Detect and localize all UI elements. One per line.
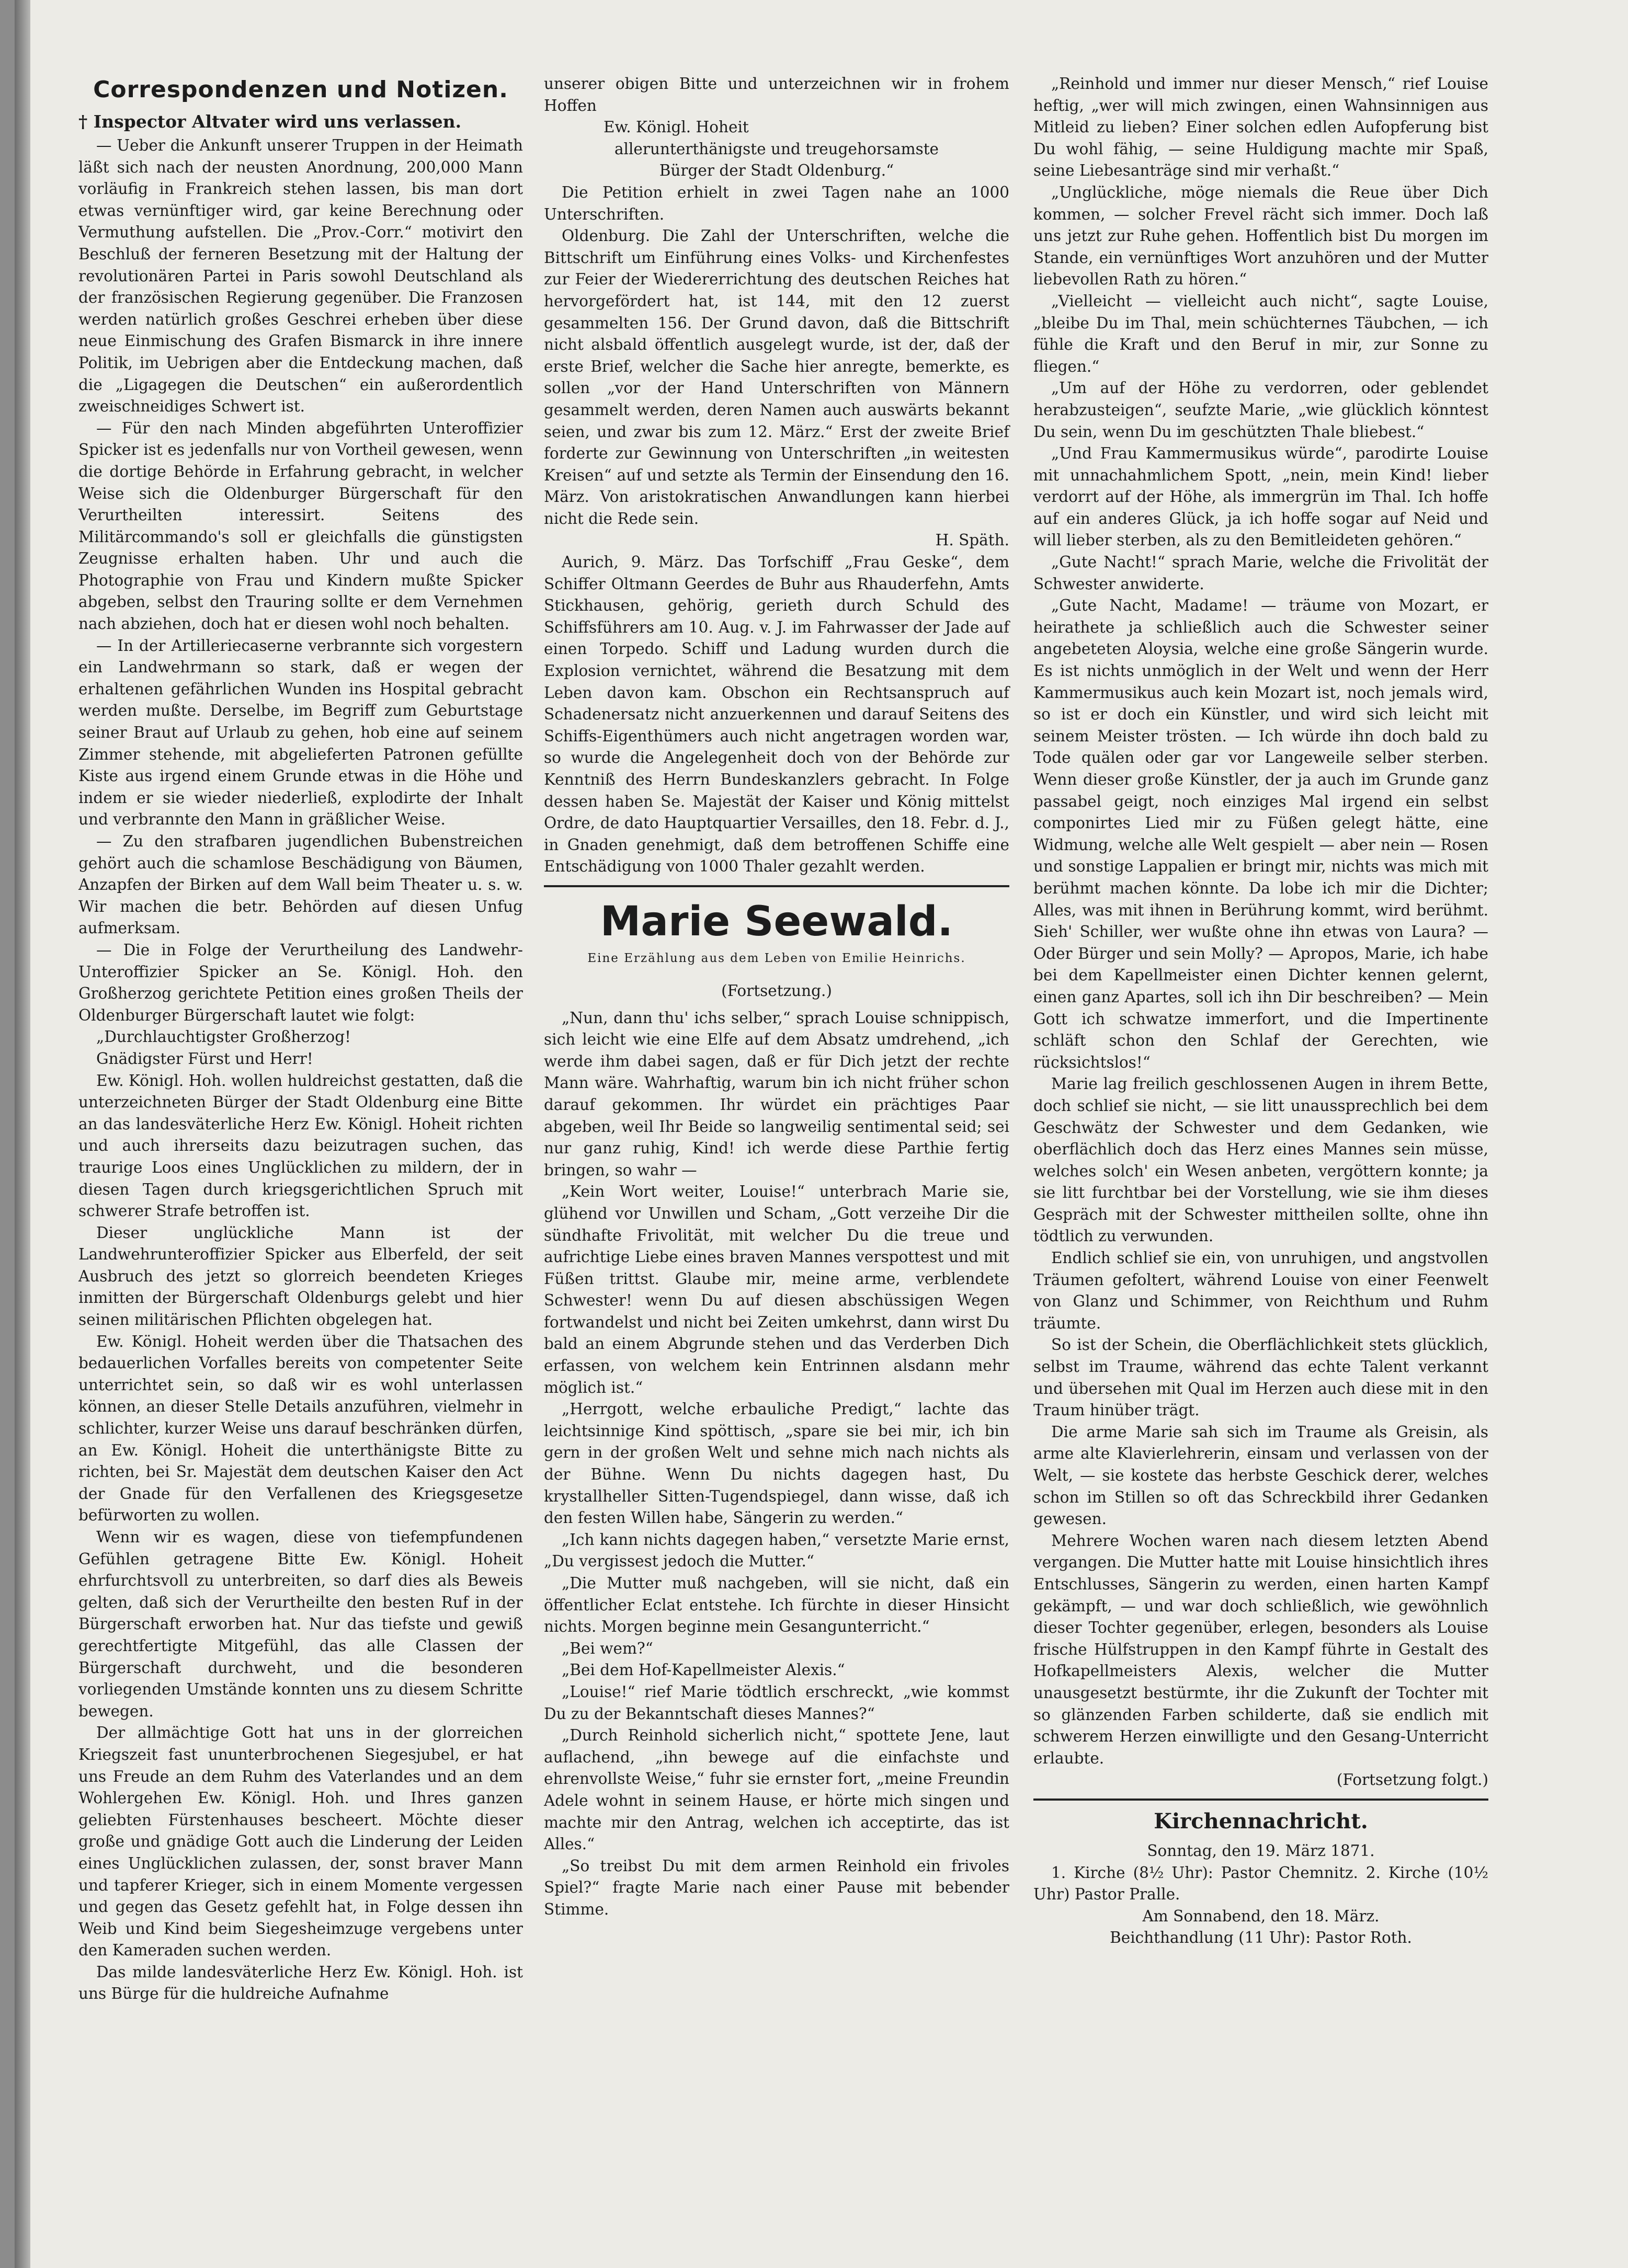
petition-salutation: Gnädigster Fürst und Herr! bbox=[96, 1049, 313, 1068]
news-paragraph: — Ueber die Ankunft unserer Truppen in der Heimath läßt sich nach der neusten Anordnung, 200,000 Mann vorläufig in Frankreich stehen lassen, bis man dort etwas vernünftiger wird, gar keine Berechnung oder Vermuthung aufstellen. Die „Prov.-Corr.“ motivirt den Beschluß der ferneren Besetzung mit der Haltung der revolutionären Partei in Paris sowohl Deutschland als der französischen Regierung gegenüber. Die Franzosen werden natürlich großes Geschrei erheben über diese neue Einmischung des Grafen Bismarck in ihre innere Politik, im Uebrigen aber die Entdeckung machen, daß die „Ligagegen die Deutschen“ ein außerordentlich zweischneidiges Schwert ist. bbox=[78, 136, 523, 416]
story-paragraph: „Reinhold und immer nur dieser Mensch,“ rief Louise heftig, „wer will mich zwingen, einen Wahnsinnigen aus Mitleid zu lieben? Einer solchen edlen Aufopferung bist Du wohl fähig, — seine Huldigung machte mir Spaß, seine Liebesanträge sind mir verhaßt.“ bbox=[1033, 75, 1488, 180]
petition-paragraph: Das milde landesväterliche Herz Ew. Königl. Hoh. ist uns Bürge für die huldreiche Aufnahme bbox=[78, 1963, 523, 2003]
story-paragraph: „Durch Reinhold sicherlich nicht,“ spottete Jene, laut auflachend, „ihn bewege auf die einfachste und ehrenvollste Weise,“ fuhr sie ernster fort, „meine Freundin Adele wohnt in seinem Hause, er hörte mich singen und machte mir den Antrag, welchen ich acceptirte, das ist Alles.“ bbox=[544, 1726, 1009, 1853]
petition-salutation: „Durchlauchtigster Großherzog! bbox=[96, 1028, 351, 1046]
church-date: Sonntag, den 19. März 1871. bbox=[1147, 1841, 1375, 1860]
story-paragraph: „Gute Nacht!“ sprach Marie, welche die Frivolität der Schwester anwiderte. bbox=[1033, 553, 1488, 593]
petition-paragraph: Dieser unglückliche Mann ist der Landwehrunteroffizier Spicker aus Elberfeld, der seit Ausbruch des jetzt so glorreich beendeten Krieges inmitten der Bürgerschaft Oldenburgs gelebt und hier seinen militärischen Pflichten obgelegen hat. bbox=[78, 1223, 523, 1329]
story-paragraph: So ist der Schein, die Oberflächlichkeit stets glücklich, selbst im Traume, während das echte Talent verkannt und übersehen mit Qual im Herzen auch diese mit in den Traum hinüber trägt. bbox=[1033, 1336, 1488, 1419]
story-paragraph: „Gute Nacht, Madame! — träume von Mozart, er heirathete ja schließlich auch die Schwester seiner angebeteten Aloysia, welche eine große Sängerin wurde. Es ist nichts unmöglich in der Welt und wenn der Herr Kammermusikus auch kein Mozart ist, noch jemals wird, so ist er doch ein Künstler, und wird sich leicht mit seinem Meister trösten. — Ich würde ihn doch bald zu Tode quälen oder gar vor Langeweile selber sterben. Wenn dieser große Künstler, der ja auch im Grunde ganz passabel geigt, noch einziges Mal irgend ein selbst componirtes Lied mir zu Füßen gelegt hätte, eine Widmung, welche alle Welt gespielt — aber nein — Rosen und sonstige Lappalien er bringt mir, nichts was mich mit berühmt machen könnte. Da lobe ich mir die Dichter; Alles, was mit ihnen in Berührung kommt, wird berühmt. Sieh' Schiller, wer wußte ohne ihn etwas von Laura? — Oder Bürger und sein Molly? — Apropos, Marie, ich habe bei dem Kapellmeister einen Dichter kennen gelernt, einen ganz Apartes, soll ich ihn Dir beschreiben? — Mein Gott ich schwatze immerfort, und die Impertinente schläft schon den Schlaf der Gerechten, wie rücksichtslos!“ bbox=[1033, 597, 1488, 1071]
church-line: Beichthandlung (11 Uhr): Pastor Roth. bbox=[1110, 1929, 1412, 1947]
news-paragraph: — In der Artilleriecaserne verbrannte sich vorgestern ein Landwehrmann so stark, daß er wegen der erhaltenen gefährlichen Wunden ins Hospital gebracht werden mußte. Derselbe, im Begriff zum Geburtstage seiner Braut auf Urlaub zu gehen, hob eine auf seinem Zimmer stehende, mit abgelieferten Patronen gefüllte Kiste aus irgend einem Grunde etwas in die Höhe und indem er sie wieder niederließ, explodirte der Inhalt und verbrannte den Mann in gräßlicher Weise. bbox=[78, 636, 523, 829]
story-title: Marie Seewald. bbox=[600, 898, 953, 945]
story-paragraph: „Die Mutter muß nachgeben, will sie nicht, daß ein öffentlicher Eclat entstehe. Ich fürchte in dieser Hinsicht nichts. Morgen beginne mein Gesangunterricht.“ bbox=[544, 1574, 1009, 1636]
story-paragraph: „Und Frau Kammermusikus würde“, parodirte Louise mit unnachahmlichem Spott, „nein, mein Kind! lieber verdorrt auf der Höhe, als immergrün im Thal. Ich hoffe auf ein anderes Glück, ja ich hoffe sogar auf Neid und will lieber sterben, als zu den Bemitleideten gehören.“ bbox=[1033, 444, 1488, 549]
petition-closing: Bürger der Stadt Oldenburg.“ bbox=[659, 162, 894, 180]
divider bbox=[1033, 1799, 1488, 1801]
petition-paragraph: Der allmächtige Gott hat uns in der glorreichen Kriegszeit fast ununterbrochenen Siegesjubel, er hat uns Freude an dem Ruhm des Vaterlandes und an dem Wohlergehen Ew. Königl. Hoh. und Ihres ganzen geliebten Fürstenhauses bescheert. Möchte dieser große und gnädige Gott auch die Linderung der Leiden eines Unglücklichen zulassen, der, sonst braver Mann und tapferer Krieger, sich in einem Momente vergessen und gegen das Gesetz gefehlt hat, in Folge dessen ihn Weib und Kind beim Siegesheimzuge vergebens unter den Kameraden suchen werden. bbox=[78, 1724, 523, 1960]
story-paragraph: „Nun, dann thu' ichs selber,“ sprach Louise schnippisch, sich leicht wie eine Elfe auf dem Absatz umdrehend, „ich werde ihm dabei sagen, daß er für Dich jetzt der rechte Mann wäre. Wahrhaftig, warum bin ich nicht früher schon darauf gekommen. Ihr würdet ein prächtiges Paar abgeben, weil Ihr Beide so langweilig sentimental seid; sei nur ganz ruhig, Kind! ich werde diese Parthie fertig bringen, so wahr — bbox=[544, 1009, 1009, 1179]
story-paragraph: „Bei dem Hof-Kapellmeister Alexis.“ bbox=[562, 1661, 845, 1679]
church-heading: Kirchennachricht. bbox=[1154, 1808, 1368, 1834]
story-paragraph: „Herrgott, welche erbauliche Predigt,“ lachte das leichtsinnige Kind spöttisch, „spare sie bei mir, ich bin gern in der großen Welt und sehne mich nach nichts als der Bühne. Wenn Du nichts dagegen hast, Du krystallheller Sitten-Tugendspiegel, dann wisse, daß ich den festen Willen habe, Sängerin zu werden.“ bbox=[544, 1400, 1009, 1527]
petition-closing: Ew. Königl. Hoheit bbox=[604, 118, 749, 136]
story-paragraph: Die arme Marie sah sich im Traume als Greisin, als arme alte Klavierlehrerin, einsam und verlassen von der Welt, — sie kostete das herbste Geschick derer, welches schon im Stillen so oft das Schreckbild ihrer Gedanken gewesen. bbox=[1033, 1423, 1488, 1528]
lead-heading: † Inspector Altvater wird uns verlassen. bbox=[78, 111, 462, 132]
to-be-continued: (Fortsetzung folgt.) bbox=[1336, 1771, 1488, 1789]
section-heading: Correspondenzen und Notizen. bbox=[93, 76, 508, 103]
right-column bbox=[1033, 73, 1488, 1949]
news-paragraph: Die Petition erhielt in zwei Tagen nahe an 1000 Unterschriften. bbox=[544, 183, 1009, 223]
story-continuation: (Fortsetzung.) bbox=[721, 981, 832, 1000]
middle-column bbox=[544, 73, 1009, 1921]
petition-paragraph: Ew. Königl. Hoh. wollen huldreichst gestatten, daß die unterzeichneten Bürger der Stadt Oldenburg eine Bitte an das landesväterliche Herz Ew. Königl. Hoheit richten und auch ihrerseits dazu beizutragen suchen, das traurige Loos eines Unglücklichen zu mildern, der in diesen Tagen durch kriegsgerichtlichen Spruch mit schwerer Strafe betroffen ist. bbox=[78, 1071, 523, 1220]
story-paragraph: „Ich kann nichts dagegen haben,“ versetzte Marie ernst, „Du vergissest jedoch die Mutter.“ bbox=[544, 1530, 1009, 1571]
news-paragraph: — Die in Folge der Verurtheilung des Landwehr-Unteroffizier Spicker an Se. Königl. Hoh. den Großherzog gerichtete Petition eines großen Theils der Oldenburger Bürgerschaft lautet wie folgt: bbox=[78, 941, 523, 1024]
story-paragraph: „Unglückliche, möge niemals die Reue über Dich kommen, — solcher Frevel rächt sich immer. Doch laß uns jetzt zur Ruhe gehen. Hoffentlich bist Du morgen im Stande, ein vernünftiges Wort anzuhören und der Mutter liebevollen Rath zu hören.“ bbox=[1033, 183, 1488, 289]
divider bbox=[544, 885, 1009, 887]
petition-closing: allerunterthänigste und treugehorsamste bbox=[614, 140, 939, 158]
news-paragraph: Aurich, 9. März. Das Torfschiff „Frau Geske“, dem Schiffer Oltmann Geerdes de Buhr aus Rhauderfehn, Amts Stickhausen, gehörig, gerieth durch Schuld des Schiffsführers am 10. Aug. v. J. im Fahrwasser der Jade auf einen Torpedo. Schiff und Ladung wurden durch die Explosion vernichtet, während die Besatzung mit dem Leben davon kam. Obschon ein Rechtsanspruch auf Schadenersatz nicht anzuerkennen und darauf Seitens des Schiffs-Eigenthümers auch nicht angetragen worden war, so wurde die Angelegenheit doch von der Behörde zur Kenntniß des Herrn Bundeskanzlers gebracht. In Folge dessen haben Se. Majestät der Kaiser und König mittelst Ordre, de dato Hauptquartier Versailles, den 18. Febr. d. J., in Gnaden genehmigt, daß dem betroffenen Schiffe eine Entschädigung von 1000 Thaler gezahlt werden. bbox=[544, 553, 1009, 876]
news-paragraph: Oldenburg. Die Zahl der Unterschriften, welche die Bittschrift um Einführung eines Volks- und Kirchenfestes zur Feier der Wiedererrichtung des deutschen Reiches hat hervorgefördert hat, ist 144, mit den 12 zuerst gesammelten 156. Der Grund davon, daß die Bittschrift nicht alsbald öffentlich ausgelegt wurde, ist der, daß der erste Brief, welcher die Sache hier anregte, bemerkte, es sollen „vor der Hand Unterschriften von Männern gesammelt werden, deren Namen auch auswärts bekannt seien, und zwar bis zum 12. März.“ Erst der zweite Brief forderte zur Gewinnung von Unterschriften „in weitesten Kreisen“ auf und setzte als Termin der Einsendung den 16. März. Von aristokratischen Anwandlungen kann hierbei nicht die Rede sein. bbox=[544, 227, 1009, 528]
petition-paragraph: Wenn wir es wagen, diese von tiefempfundenen Gefühlen getragene Bitte Ew. Königl. Hoheit ehrfurchtsvoll zu unterbreiten, so darf dies als Beweis gelten, daß sich der Verurtheilte den besten Ruf in der Bürgerschaft erworben hat. Nur das tiefste und gewiß gerechtfertigte Mitgefühl, das alle Classen der Bürgerschaft durchweht, und die besonderen vorliegenden Umstände konnten uns zu diesem Schritte bewegen. bbox=[78, 1528, 523, 1720]
news-paragraph: — Zu den strafbaren jugendlichen Bubenstreichen gehört auch die schamlose Beschädigung von Bäumen, Anzapfen der Birken auf dem Wall beim Theater u. s. w. Wir machen die betr. Behörden auf diesen Unfug aufmerksam. bbox=[78, 832, 523, 937]
left-column bbox=[78, 73, 523, 2005]
story-paragraph: „Bei wem?“ bbox=[562, 1639, 653, 1657]
signature: H. Späth. bbox=[935, 531, 1009, 549]
story-paragraph: „Um auf der Höhe zu verdorren, oder geblendet herabzusteigen“, seufzte Marie, „wie glücklich könntest Du sein, wenn Du im geschützten Thale bliebest.“ bbox=[1033, 379, 1488, 441]
petition-end: unserer obigen Bitte und unterzeichnen wir in frohem Hoffen bbox=[544, 75, 1009, 114]
petition-paragraph: Ew. Königl. Hoheit werden über die Thatsachen des bedauerlichen Vorfalles bereits von competenter Seite unterrichtet sein, so daß wir es wohl unterlassen können, an dieser Stelle Details anzuführen, vielmehr in schlichter, kurzer Weise uns darauf beschränken dürfen, an Ew. Königl. Hoheit die unterthänigste Bitte zu richten, bei Sr. Majestät dem deutschen Kaiser den Act der Gnade für den Verfallenen des Kriegsgesetze befürworten zu wollen. bbox=[78, 1332, 523, 1525]
church-line: Am Sonnabend, den 18. März. bbox=[1142, 1907, 1380, 1925]
newspaper-page bbox=[15, 0, 1628, 2268]
story-paragraph: „So treibst Du mit dem armen Reinhold ein frivoles Spiel?“ fragte Marie nach einer Pause mit bebender Stimme. bbox=[544, 1857, 1009, 1918]
story-paragraph: „Louise!“ rief Marie tödtlich erschreckt, „wie kommst Du zu der Bekanntschaft dieses Mannes?“ bbox=[544, 1682, 1009, 1723]
story-paragraph: Mehrere Wochen waren nach diesem letzten Abend vergangen. Die Mutter hatte mit Louise hinsichtlich ihres Entschlusses, Sängerin zu werden, einen harten Kampf gekämpft, — und war doch schließlich, wie gewöhnlich dieser Tochter gegenüber, erlegen, besonders als Louise frische Hülfstruppen in den Kampf führte in Gestalt des Hofkapellmeisters Alexis, welcher die Mutter unausgesetzt bestürmte, ihr die Zukunft der Tochter mit so glänzenden Farben schilderte, daß sie endlich mit schwerem Herzen einwilligte und den Gesang-Unterricht erlaubte. bbox=[1033, 1531, 1488, 1767]
news-paragraph: — Für den nach Minden abgeführten Unteroffizier Spicker ist es jedenfalls nur von Vortheil gewesen, wenn die dortige Behörde in Erfahrung gebracht, in welcher Weise sich die Oldenburger Bürgerschaft für den Verurtheilten interessirt. Seitens des Militärcommando's soll er gleichfalls die günstigsten Zeugnisse erhalten haben. Uhr und auch die Photographie von Frau und Kindern mußte Spicker abgeben, selbst den Trauring sollte er dem Vernehmen nach abziehen, doch hat er diesen wohl noch behalten. bbox=[78, 419, 523, 633]
story-paragraph: „Kein Wort weiter, Louise!“ unterbrach Marie sie, glühend vor Unwillen und Scham, „Gott verzeihe Dir die sündhafte Frivolität, mit welcher Du die treue und aufrichtige Liebe eines braven Mannes verspottest und mit Füßen trittst. Glaube mir, meine arme, verblendete Schwester! wenn Du auf diesen abschüssigen Wegen fortwandelst und nicht bei Zeiten umkehrst, dann wirst Du bald an einem Abgrunde stehen und das Verderben Dich erfassen, von welchem kein Entrinnen alsdann mehr möglich ist.“ bbox=[544, 1183, 1009, 1396]
story-paragraph: Endlich schlief sie ein, von unruhigen, und angstvollen Träumen gefoltert, während Louise von einer Feenwelt von Glanz und Schimmer, von Reichthum und Ruhm träumte. bbox=[1033, 1249, 1488, 1332]
story-paragraph: „Vielleicht — vielleicht auch nicht“, sagte Louise, „bleibe Du im Thal, mein schüchternes Täubchen, — ich fühle die Kraft und den Beruf in mir, zur Sonne zu fliegen.“ bbox=[1033, 292, 1488, 375]
story-subtitle: Eine Erzählung aus dem Leben von Emilie Heinrichs. bbox=[587, 951, 966, 965]
church-line: 1. Kirche (8½ Uhr): Pastor Chemnitz. 2. Kirche (10½ Uhr) Pastor Pralle. bbox=[1033, 1863, 1488, 1904]
page-spine bbox=[15, 0, 30, 2268]
story-paragraph: Marie lag freilich geschlossenen Augen in ihrem Bette, doch schlief sie nicht, — sie litt unaussprechlich bei dem Geschwätz der Schwester und dem Gedanken, wie oberflächlich doch das Herz eines Mannes sein müsse, welches solch' ein Wesen anbeten, vergöttern konnte; ja sie litt furchtbar bei der Vorstellung, wie sie ihm dieses Gespräch mit der Schwester mittheilen sollte, ohne ihn tödtlich zu verwunden. bbox=[1033, 1075, 1488, 1245]
